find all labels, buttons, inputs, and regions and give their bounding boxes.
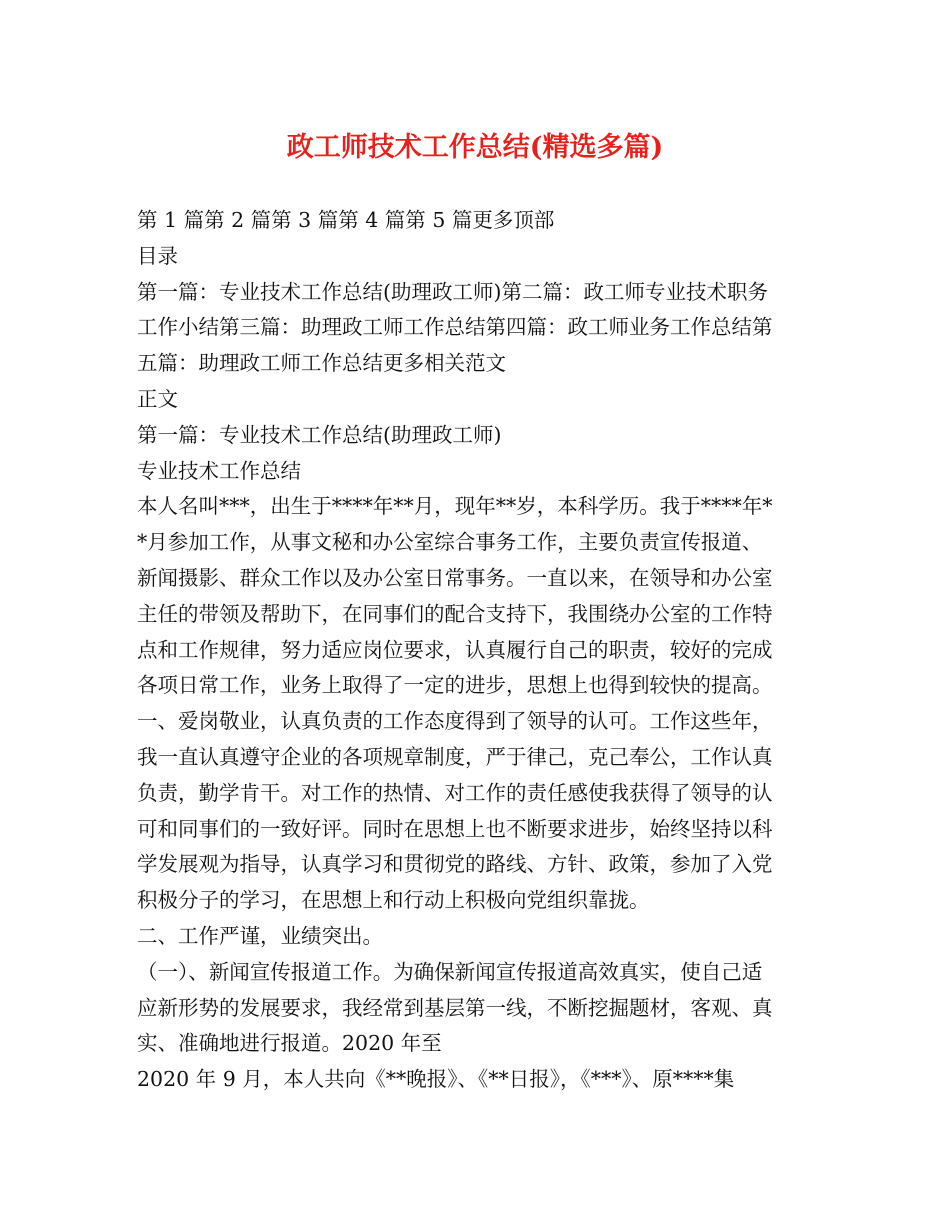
text-line: 实、准确地进行报道。2020 年至 bbox=[137, 1031, 442, 1056]
text-line: 可和同事们的一致好评。同时在思想上也不断要求进步，始终坚持以科 bbox=[137, 816, 773, 841]
text-line: 五篇：助理政工师工作总结更多相关范文 bbox=[137, 351, 506, 376]
document-body bbox=[137, 203, 813, 1098]
text-line: 本人名叫***，出生于****年**月，现年**岁，本科学历。我于****年* bbox=[137, 494, 773, 519]
text-line: 2020 年 9 月，本人共向《**晚报》、《**日报》，《***》、原****集 bbox=[137, 1067, 735, 1092]
text-line: 应新形势的发展要求，我经常到基层第一线，不断挖掘题材，客观、真 bbox=[137, 995, 773, 1020]
text-line: 新闻摄影、群众工作以及办公室日常事务。一直以来，在领导和办公室 bbox=[137, 565, 773, 590]
text-line: 学发展观为指导，认真学习和贯彻党的路线、方针、政策，参加了入党 bbox=[137, 852, 773, 877]
text-line: 专业技术工作总结 bbox=[137, 458, 301, 483]
text-line: 工作小结第三篇：助理政工师工作总结第四篇：政工师业务工作总结第 bbox=[137, 315, 773, 340]
text-line: 主任的带领及帮助下，在同事们的配合支持下，我围绕办公室的工作特 bbox=[137, 601, 773, 626]
text-line: 第一篇：专业技术工作总结(助理政工师)第二篇：政工师专业技术职务 bbox=[137, 279, 768, 304]
text-line: 我一直认真遵守企业的各项规章制度，严于律己，克己奉公，工作认真 bbox=[137, 744, 773, 769]
text-line: 点和工作规律，努力适应岗位要求，认真履行自己的职责，较好的完成 bbox=[137, 637, 773, 662]
text-line: 第一篇：专业技术工作总结(助理政工师) bbox=[137, 422, 502, 447]
text-line: 目录 bbox=[137, 243, 178, 268]
text-line: 负责，勤学肯干。对工作的热情、对工作的责任感使我获得了领导的认 bbox=[137, 780, 773, 805]
text-line: （一）、新闻宣传报道工作。为确保新闻宣传报道高效真实，使自己适 bbox=[137, 959, 763, 984]
text-line: 第 1 篇第 2 篇第 3 篇第 4 篇第 5 篇更多顶部 bbox=[137, 208, 555, 232]
text-line: 正文 bbox=[137, 386, 178, 411]
text-line: *月参加工作，从事文秘和办公室综合事务工作，主要负责宣传报道、 bbox=[137, 530, 763, 555]
text-line: 二、工作严谨，业绩突出。 bbox=[137, 923, 383, 948]
text-line: 积极分子的学习，在思想上和行动上积极向党组织靠拢。 bbox=[137, 888, 650, 913]
document-title: 政工师技术工作总结(精选多篇) bbox=[286, 132, 664, 163]
text-line: 一、爱岗敬业，认真负责的工作态度得到了领导的认可。工作这些年， bbox=[137, 709, 773, 734]
text-line: 各项日常工作，业务上取得了一定的进步，思想上也得到较快的提高。 bbox=[137, 673, 773, 698]
